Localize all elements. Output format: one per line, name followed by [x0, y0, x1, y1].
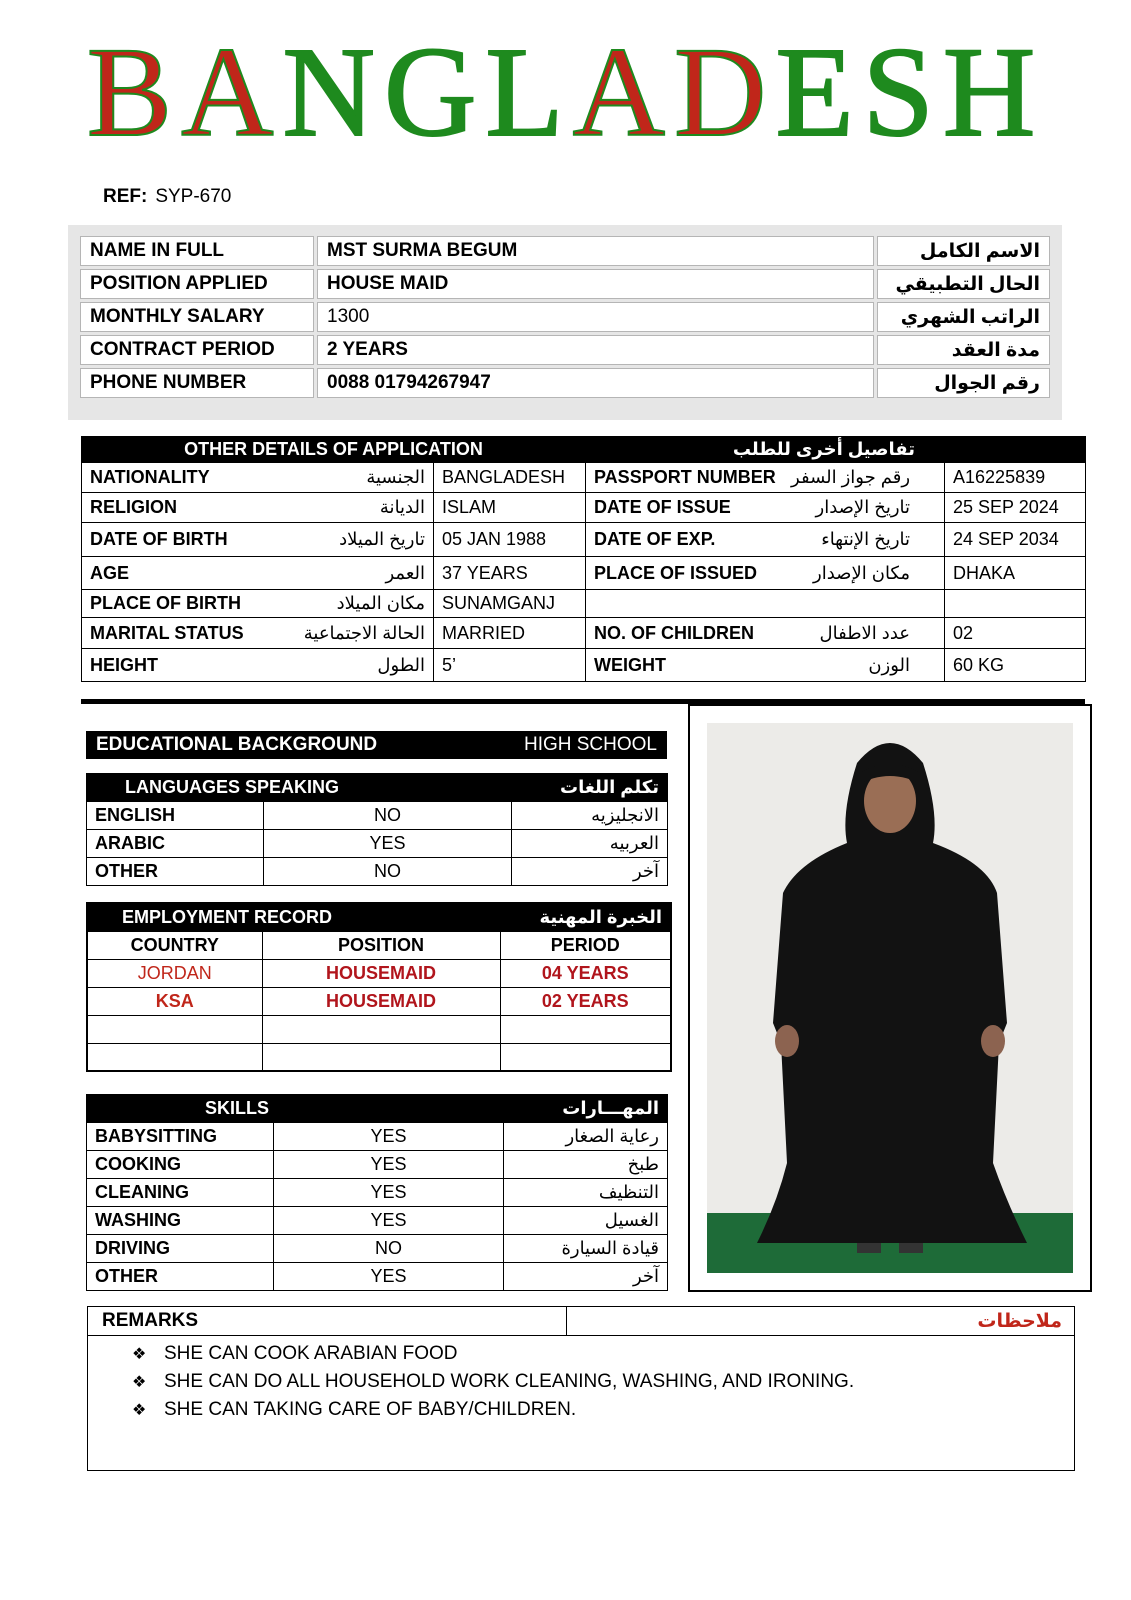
summary-row [80, 236, 1050, 266]
remark-item [132, 1340, 1074, 1368]
employment-position [262, 1043, 500, 1071]
details-label-ar: عدد الاطفال [819, 622, 911, 643]
title-letter: D [674, 21, 776, 163]
summary-label-ar: الحال التطبيقي [877, 269, 1050, 299]
details-label-cell [586, 557, 945, 590]
skills-title-ar: المهـــارات [504, 1095, 668, 1123]
title-letter: A [181, 21, 283, 163]
remark-text: SHE CAN COOK ARABIAN FOOD [164, 1343, 458, 1364]
remarks-header [88, 1307, 1074, 1336]
details-value: A16225839 [945, 463, 1086, 493]
details-label-cell [82, 590, 434, 618]
skill-label-ar: آخر [504, 1263, 668, 1291]
person-figure [707, 723, 1073, 1273]
language-label: OTHER [87, 858, 264, 886]
details-label-cell [586, 523, 945, 557]
language-label: ARABIC [87, 830, 264, 858]
skill-label: CLEANING [87, 1179, 274, 1207]
details-label-ar: الطول [377, 654, 425, 675]
skills-title: SKILLS [87, 1095, 504, 1123]
skill-label-ar: الغسيل [504, 1207, 668, 1235]
details-label-cell [586, 493, 945, 523]
details-label-cell [586, 618, 945, 649]
languages-title: LANGUAGES SPEAKING [87, 774, 512, 802]
employment-column-header: PERIOD [500, 931, 671, 959]
summary-label-ar: رقم الجوال [877, 368, 1050, 398]
remark-text: SHE CAN DO ALL HOUSEHOLD WORK CLEANING, WASHING, AND IRONING. [164, 1371, 855, 1392]
languages-table [86, 773, 668, 886]
details-value: 05 JAN 1988 [434, 523, 586, 557]
reference [103, 186, 231, 208]
skill-value: YES [274, 1207, 504, 1235]
summary-label: CONTRACT PERIOD [80, 335, 314, 365]
details-label-cell [586, 649, 945, 682]
summary-label: MONTHLY SALARY [80, 302, 314, 332]
details-label-cell [586, 590, 945, 618]
summary-value: HOUSE MAID [317, 269, 874, 299]
details-row [82, 590, 1086, 618]
skill-label-ar: طبخ [504, 1151, 668, 1179]
details-value [945, 590, 1086, 618]
details-value: DHAKA [945, 557, 1086, 590]
details-value: ISLAM [434, 493, 586, 523]
details-row [82, 523, 1086, 557]
details-label: PLACE OF BIRTH [90, 593, 241, 613]
language-label-ar: آخر [512, 858, 668, 886]
details-row [82, 493, 1086, 523]
details-label-cell [82, 493, 434, 523]
summary-panel [68, 225, 1062, 420]
details-value: 60 KG [945, 649, 1086, 682]
language-label-ar: الانجليزيه [512, 802, 668, 830]
employment-title-ar: الخبرة المهنية [500, 903, 671, 931]
summary-label: POSITION APPLIED [80, 269, 314, 299]
employment-row [87, 959, 671, 987]
ref-value: SYP-670 [155, 186, 232, 207]
skill-row [87, 1123, 668, 1151]
employment-row [87, 987, 671, 1015]
summary-label: NAME IN FULL [80, 236, 314, 266]
other-details-table [81, 436, 1086, 682]
skill-row [87, 1263, 668, 1291]
details-label-ar: الوزن [868, 654, 911, 675]
employment-position: HOUSEMAID [262, 959, 500, 987]
other-details-title: OTHER DETAILS OF APPLICATION [82, 437, 586, 463]
details-label-cell [82, 557, 434, 590]
details-label: NO. OF CHILDREN [594, 622, 755, 643]
summary-row [80, 368, 1050, 398]
details-label-cell [82, 618, 434, 649]
remarks-divider [566, 1307, 567, 1335]
details-label: NATIONALITY [90, 467, 210, 487]
details-label-ar: تاريخ الإصدار [815, 497, 911, 517]
employment-table [86, 902, 672, 1072]
employment-column-header: COUNTRY [87, 931, 262, 959]
details-value: 02 [945, 618, 1086, 649]
employment-row [87, 1015, 671, 1043]
remarks-title-ar: ملاحظات [977, 1311, 1062, 1332]
skill-value: YES [274, 1263, 504, 1291]
applicant-photo [707, 723, 1073, 1273]
details-label-ar: مكان الإصدار [813, 562, 911, 583]
employment-period: 04 YEARS [500, 959, 671, 987]
employment-column-header: POSITION [262, 931, 500, 959]
summary-value: MST SURMA BEGUM [317, 236, 874, 266]
skill-value: YES [274, 1151, 504, 1179]
summary-value: 1300 [317, 302, 874, 332]
title-letter: L [485, 21, 573, 163]
details-label: PLACE OF ISSUED [594, 562, 758, 583]
skill-label: WASHING [87, 1207, 274, 1235]
language-label-ar: العربيه [512, 830, 668, 858]
diamond-bullet-icon: ❖ [132, 1374, 147, 1391]
remark-item [132, 1368, 1074, 1396]
employment-columns [87, 931, 671, 959]
education-label: EDUCATIONAL BACKGROUND [96, 734, 378, 755]
summary-row [80, 302, 1050, 332]
details-value: SUNAMGANJ [434, 590, 586, 618]
summary-label-ar: الاسم الكامل [877, 236, 1050, 266]
details-label: PASSPORT NUMBER [594, 467, 776, 487]
language-row [87, 802, 668, 830]
education-value: HIGH SCHOOL [523, 734, 657, 755]
skill-label: BABYSITTING [87, 1123, 274, 1151]
employment-country [87, 1015, 262, 1043]
details-label-ar: تاريخ الإنتهاء [821, 529, 911, 549]
details-value: MARRIED [434, 618, 586, 649]
skill-label-ar: قيادة السيارة [504, 1235, 668, 1263]
skill-row [87, 1179, 668, 1207]
title-letter: A [572, 21, 675, 163]
title-letter: N [282, 21, 384, 163]
details-label-ar: تاريخ الميلاد [339, 529, 425, 549]
summary-value: 2 YEARS [317, 335, 874, 365]
details-label: DATE OF BIRTH [90, 529, 228, 549]
title-letter: H [942, 21, 1045, 163]
employment-position: HOUSEMAID [262, 987, 500, 1015]
details-label-cell [82, 523, 434, 557]
remark-text: SHE CAN TAKING CARE OF BABY/CHILDREN. [164, 1399, 577, 1420]
ref-label: REF: [103, 186, 148, 207]
language-row [87, 830, 668, 858]
title-letter: B [86, 21, 182, 163]
page-title [0, 22, 1131, 162]
details-label-ar: العمر [385, 562, 425, 583]
skills-table [86, 1094, 668, 1291]
other-details [81, 436, 1085, 704]
skill-value: YES [274, 1179, 504, 1207]
employment-country [87, 1043, 262, 1071]
language-label: ENGLISH [87, 802, 264, 830]
education-bar [86, 731, 667, 759]
summary-table [77, 233, 1053, 401]
diamond-bullet-icon: ❖ [132, 1402, 147, 1419]
language-value: NO [264, 858, 512, 886]
skill-value: YES [274, 1123, 504, 1151]
title-letter: G [383, 21, 486, 163]
summary-value: 0088 01794267947 [317, 368, 874, 398]
languages-title-ar: تكلم اللغات [512, 774, 668, 802]
employment-title: EMPLOYMENT RECORD [87, 903, 500, 931]
employment-period [500, 1043, 671, 1071]
details-row [82, 557, 1086, 590]
skill-label: COOKING [87, 1151, 274, 1179]
title-letter: E [775, 21, 863, 163]
details-label: DATE OF EXP. [594, 529, 716, 549]
details-row [82, 463, 1086, 493]
details-label: DATE OF ISSUE [594, 497, 731, 517]
skill-value: NO [274, 1235, 504, 1263]
applicant-photo-frame [688, 704, 1092, 1292]
employment-country: JORDAN [87, 959, 262, 987]
remark-item [132, 1396, 1074, 1424]
other-details-title-ar: تفاصيل أخرى للطلب [586, 437, 1086, 463]
details-label-cell [586, 463, 945, 493]
skill-row [87, 1151, 668, 1179]
skill-label: DRIVING [87, 1235, 274, 1263]
employment-position [262, 1015, 500, 1043]
details-row [82, 618, 1086, 649]
language-value: YES [264, 830, 512, 858]
remarks-title: REMARKS [102, 1310, 199, 1331]
details-label-ar: مكان الميلاد [336, 593, 425, 613]
employment-period: 02 YEARS [500, 987, 671, 1015]
details-value: BANGLADESH [434, 463, 586, 493]
skill-row [87, 1207, 668, 1235]
details-label: HEIGHT [90, 654, 159, 675]
employment-row [87, 1043, 671, 1071]
details-label-ar: رقم جواز السفر [791, 467, 911, 487]
details-value: 25 SEP 2024 [945, 493, 1086, 523]
employment-period [500, 1015, 671, 1043]
language-row [87, 858, 668, 886]
summary-row [80, 335, 1050, 365]
remarks-box [87, 1306, 1075, 1471]
details-row [82, 649, 1086, 682]
details-label: WEIGHT [594, 654, 667, 675]
details-value: 37 YEARS [434, 557, 586, 590]
details-value: 24 SEP 2034 [945, 523, 1086, 557]
details-label-ar: الحالة الاجتماعية [303, 622, 425, 643]
skill-row [87, 1235, 668, 1263]
details-label-ar: الديانة [379, 497, 425, 517]
skill-label-ar: التنظيف [504, 1179, 668, 1207]
details-label: RELIGION [90, 497, 178, 517]
details-value: 5’ [434, 649, 586, 682]
diamond-bullet-icon: ❖ [132, 1346, 147, 1363]
details-label-cell [82, 463, 434, 493]
skill-label: OTHER [87, 1263, 274, 1291]
details-label: MARITAL STATUS [90, 622, 244, 643]
skill-label-ar: رعاية الصغار [504, 1123, 668, 1151]
details-label-cell [82, 649, 434, 682]
employment-country: KSA [87, 987, 262, 1015]
remarks-list [132, 1340, 1074, 1424]
summary-label-ar: مدة العقد [877, 335, 1050, 365]
title-letter: S [862, 21, 943, 163]
language-value: NO [264, 802, 512, 830]
summary-label-ar: الراتب الشهري [877, 302, 1050, 332]
details-label: AGE [90, 562, 130, 583]
details-label-ar: الجنسية [366, 467, 425, 487]
summary-row [80, 269, 1050, 299]
summary-label: PHONE NUMBER [80, 368, 314, 398]
